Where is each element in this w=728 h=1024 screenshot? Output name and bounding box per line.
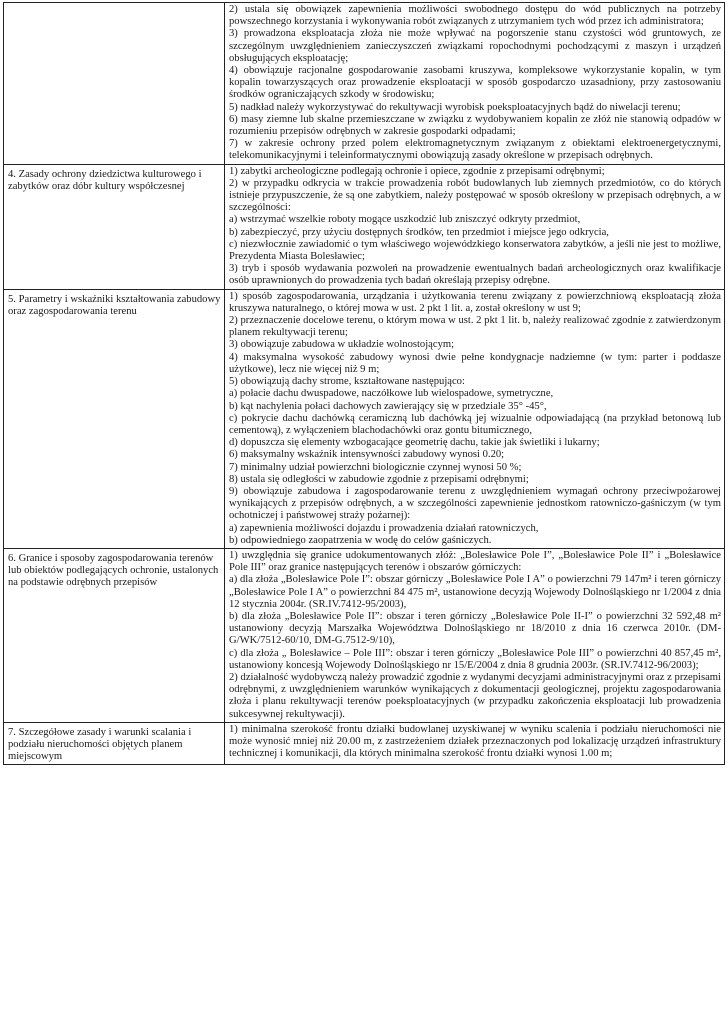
row-content-cell [225, 722, 725, 765]
row-content-cell [225, 3, 725, 165]
list-item: c) dla złoża „ Bolesławice – Pole III”: obszar i teren górniczy „Bolesławice Pole III” o powierzchni 40 857,45 m², ustanowiony koncesją Wojewody Dolnośląskiego nr 15/E/2004 z dnia 8 grudnia 2003r. (SR.IV.7412-96/2003); [229, 647, 721, 671]
list-item: 6) maksymalny wskaźnik intensywności zabudowy wynosi 0.20; [229, 449, 505, 461]
row-label: 7. Szczegółowe zasady i warunki scalania i podziału nieruchomości objętych planem miejscowym [8, 726, 192, 763]
list-item: 2) w przypadku odkrycia w trakcie prowadzenia robót budowlanych lub ziemnych przedmiotów, co do których istnieje przypuszczenie, że są one zabytkiem, należy postępować w sposób określony w przepisach odrębnych, a w szczególności: [229, 177, 721, 214]
list-item: 2) działalność wydobywczą należy prowadzić zgodnie z wydanymi decyzjami administracyjnymi oraz z przepisami odrębnymi, z uwzględnieniem warunków wynikających z dokumentacji geologicznej, projektu zagospodarowania złoża i planu rekultywacji terenów poeksploatacyjnych (w przypadku zakończenia eksploatacji lub prowadzenia sukcesywnej rekultywacji). [229, 671, 721, 720]
table-row [4, 722, 725, 765]
list-item: c) pokrycie dachu dachówką ceramiczną lub dachówką jej wizualnie odpowiadającą (na przykład betonową lub cementową), z wyłączeniem blachodachówki oraz gontu bitumicznego, [229, 412, 721, 436]
list-item: a) dla złoża „Bolesławice Pole I”: obszar górniczy „Bolesławice Pole I A” o powierzchni 79 147m² i teren górniczy „Bolesławice Pole I A” o powierzchni 84 475 m², ustanowione decyzją Wojewody Dolnośląskiego nr 1/2004 z dnia 12 stycznia 2004r. (SR.IV.7412-95/2003), [229, 574, 721, 610]
list-item: 1) zabytki archeologiczne podlegają ochronie i opiece, zgodnie z przepisami odrębnymi; [229, 165, 605, 177]
row-content-cell [225, 164, 725, 289]
row-content-cell [225, 289, 725, 548]
row-label-cell [4, 289, 225, 548]
list-item: 1) minimalna szerokość frontu działki budowlanej uzyskiwanej w wyniku scalenia i podziału nieruchomości nie może wynosić mniej niż 20.00 m, z zastrzeżeniem działek przeznaczonych pod lokalizację urządzeń infrastruktury technicznej i komunikacji, dla których minimalna szerokość frontu działki wynosi 1.00 m; [229, 723, 721, 760]
list-item: 6) masy ziemne lub skalne przemieszczane w związku z wydobywaniem kopalin ze złóż nie stanowią odpadów w rozumieniu przepisów odrębnych w zakresie gospodarki odpadami; [229, 113, 721, 138]
list-item: 1) sposób zagospodarowania, urządzania i użytkowania terenu związany z powierzchniową eksploatacją złoża kruszywa naturalnego, o której mowa w ust. 2 pkt 1 lit. a, został określony w ust 9; [229, 290, 721, 314]
list-item: 1) uwzględnia się granice udokumentowanych złóż: „Bolesławice Pole I”, „Bolesławice Pole II” i „Bolesławice Pole III” oraz granice następujących terenów i obszarów górniczych: [229, 549, 721, 574]
list-item: 9) obowiązuje zabudowa i zagospodarowanie terenu z uwzględnieniem wymagań ochrony przeciwpożarowej wynikających z przepisów odrębnych, a w szczególności zapewnienie jednostkom ratowniczo-gaśniczym (w tym ochotniczej i państwowej straży pożarnej): [229, 485, 721, 522]
list-item: 3) prowadzona eksploatacja złoża nie może wpływać na pogorszenie stanu czystości wód gruntowych, ze szczególnym uwzględnieniem zanieczyszczeń związkami ropochodnymi pochodzącymi z maszyn i urządzeń obsługujących eksploatację; [229, 28, 721, 64]
list-item: b) dla złoża „Bolesławice Pole II”: obszar i teren górniczy „Bolesławice Pole II-I” o powierzchni 32 592,48 m² ustanowiony decyzją Marszałka Województwa Dolnośląskiego nr 18/2010 z dnia 16 czerwca 2010r. (DM-G/WK/7512-60/10, DM-G.7512-9/10), [229, 610, 721, 647]
list-item: 5) nadkład należy wykorzystywać do rekultywacji wyrobisk poeksploatacyjnych bądź do niwelacji terenu; [229, 101, 681, 113]
list-item: c) niezwłocznie zawiadomić o tym właściwego wojewódzkiego konserwatora zabytków, a jeśli nie jest to możliwe, Prezydenta Miasta Bolesławiec; [229, 238, 721, 263]
list-item: a) wstrzymać wszelkie roboty mogące uszkodzić lub zniszczyć odkryty przedmiot, [229, 214, 581, 226]
row-label-cell [4, 164, 225, 289]
table-row [4, 289, 725, 548]
list-item: b) kąt nachylenia połaci dachowych zawierający się w przedziale 35° -45°, [229, 400, 547, 412]
list-item: 3) obowiązuje zabudowa w układzie wolnostojącym; [229, 339, 455, 351]
table-row [4, 3, 725, 165]
row-label [8, 4, 221, 7]
list-item: 2) przeznaczenie docelowe terenu, o którym mowa w ust. 2 pkt 1 lit. b, należy realizować zgodnie z zatwierdzonym planem rekultywacji terenu; [229, 315, 721, 339]
list-item: 3) tryb i sposób wydawania pozwoleń na prowadzenie ewentualnych badań archeologicznych oraz kwalifikacje osób uprawnionych do prowadzenia tych badań określają przepisy odrębne. [229, 263, 721, 287]
row-label: 6. Granice i sposoby zagospodarowania terenów lub obiektów podlegających ochronie, ustalonych na podstawie odrębnych przepisów [8, 552, 219, 589]
list-item: 7) minimalny udział powierzchni biologicznie czynnej wynosi 50 %; [229, 461, 522, 473]
list-item: 4) obowiązuje racjonalne gospodarowanie zasobami kruszywa, kompleksowe wykorzystanie kopalin, w tym kopalin towarzyszących oraz prowadzenie eksploatacji w sposób gospodarczo uzasadniony, przy zastosowaniu środków ograniczających szkody w środowisku; [229, 65, 721, 101]
plan-provisions-table [3, 2, 725, 765]
list-item: d) dopuszcza się elementy wzbogacające geometrię dachu, takie jak świetliki i lukarny; [229, 437, 600, 449]
list-item: 8) ustala się odległości w zabudowie zgodnie z przepisami odrębnymi; [229, 473, 529, 485]
list-item: 2) ustala się obowiązek zapewnienia możliwości swobodnego dostępu do wód publicznych na potrzeby powszechnego korzystania i wykonywania robót związanych z utrzymaniem tych wód przez ich administratora; [229, 4, 721, 28]
list-item: 7) w zakresie ochrony przed polem elektromagnetycznym związanym z obiektami elektroenergetycznymi, telekomunikacyjnymi i teleinformatycznymi obowiązują zasady określone w przepisach odrębnych. [229, 138, 721, 162]
row-label-cell [4, 548, 225, 722]
row-label-cell [4, 3, 225, 165]
table-row [4, 164, 725, 289]
list-item: 5) obowiązują dachy strome, kształtowane następująco: [229, 376, 465, 388]
list-item: a) połacie dachu dwuspadowe, naczółkowe lub wielospadowe, symetryczne, [229, 388, 554, 400]
list-item: b) odpowiedniego zaopatrzenia w wodę do celów gaśniczych. [229, 534, 492, 546]
row-label: 5. Parametry i wskaźniki kształtowania zabudowy oraz zagospodarowania terenu [8, 293, 221, 317]
list-item: b) zabezpieczyć, przy użyciu dostępnych środków, ten przedmiot i miejsce jego odkrycia, [229, 226, 609, 238]
row-label: 4. Zasady ochrony dziedzictwa kulturowego i zabytków oraz dóbr kultury współczesnej [8, 168, 202, 192]
table-row [4, 548, 725, 722]
row-label-cell [4, 722, 225, 765]
list-item: a) zapewnienia możliwości dojazdu i prowadzenia działań ratowniczych, [229, 522, 539, 534]
row-content-cell [225, 548, 725, 722]
list-item: 4) maksymalna wysokość zabudowy wynosi dwie pełne kondygnacje nadziemne (w tym: parter i poddasze użytkowe), lecz nie więcej niż 9 m; [229, 351, 721, 375]
